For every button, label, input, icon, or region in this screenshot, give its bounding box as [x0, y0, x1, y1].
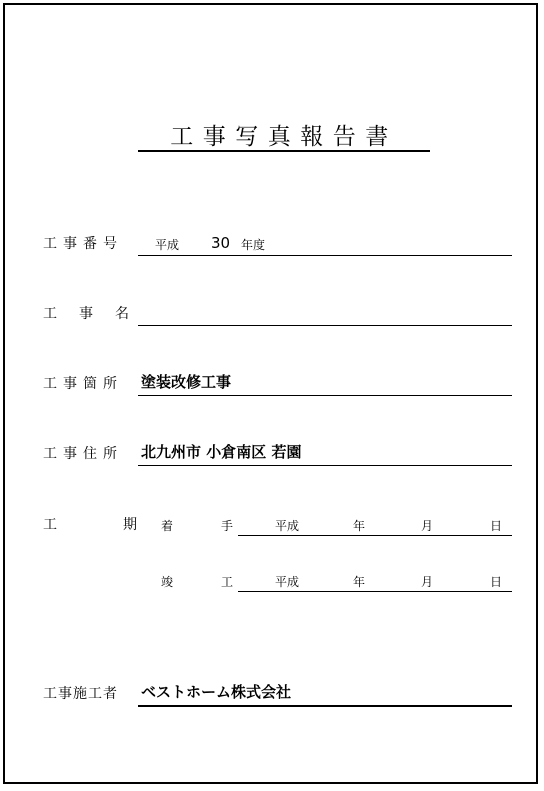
period-end-label: 竣 工 [161, 575, 252, 589]
period-start-day-unit: 日 [490, 519, 503, 533]
construction-address-line [138, 465, 512, 466]
construction-location-label: 工事箇所 [43, 376, 123, 392]
construction-address-value: 北九州市 小倉南区 若園 [141, 443, 302, 461]
contractor-line [138, 705, 512, 707]
period-start-label: 着 手 [161, 519, 252, 533]
construction-name-label: 工 事 名 [43, 306, 133, 322]
period-start-line [238, 535, 512, 536]
title-underline [138, 150, 430, 152]
construction-address-label: 工事住所 [43, 446, 123, 462]
construction-name-line [138, 325, 512, 326]
period-start-year-unit: 年 [353, 519, 366, 533]
construction-number-line [138, 255, 512, 256]
document-title: 工事写真報告書 [170, 124, 398, 150]
contractor-value: ベストホーム株式会社 [141, 683, 292, 701]
construction-number-era: 平成 [155, 238, 180, 252]
period-start-month-unit: 月 [421, 519, 434, 533]
period-end-month-unit: 月 [421, 575, 434, 589]
construction-number-year: 30 [211, 234, 231, 252]
construction-number-label: 工事番号 [43, 236, 123, 252]
contractor-label: 工事施工者 [43, 686, 118, 702]
period-end-day-unit: 日 [490, 575, 503, 589]
period-end-era: 平成 [275, 575, 300, 589]
construction-number-year-suffix: 年度 [241, 238, 266, 252]
period-end-line [238, 591, 512, 592]
construction-location-line [138, 395, 512, 396]
period-start-era: 平成 [275, 519, 300, 533]
period-end-year-unit: 年 [353, 575, 366, 589]
construction-period-label: 工 期 [43, 517, 163, 533]
construction-location-value: 塗装改修工事 [141, 373, 232, 391]
